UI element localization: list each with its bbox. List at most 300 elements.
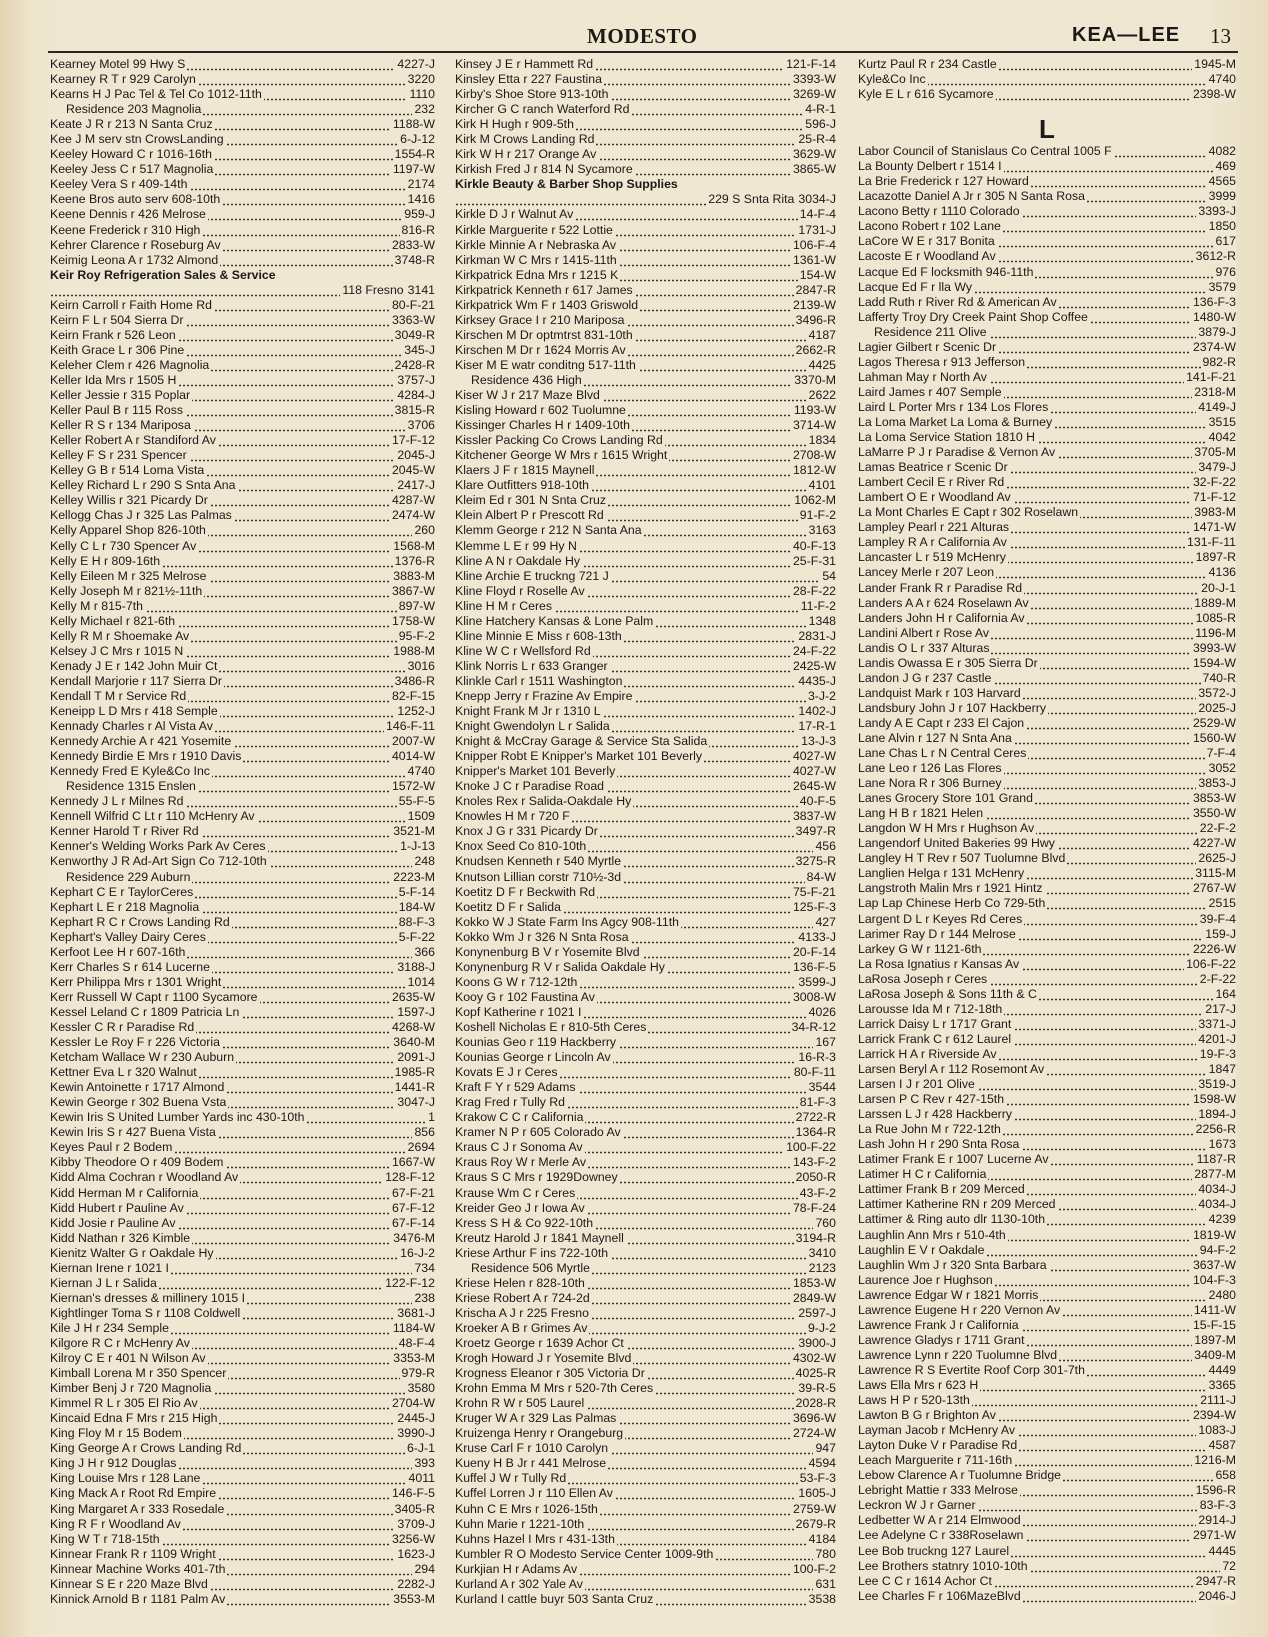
directory-entry [858,565,1236,580]
directory-entry [455,1035,836,1050]
entry-phone: 3983-M [1194,505,1236,520]
entry-phone: 5-F-14 [398,884,435,899]
directory-entry [455,1456,836,1471]
entry-name: Kinsey J E r Hammett Rd [455,57,594,71]
entry-phone: 3256-W [391,1531,435,1546]
directory-entry [858,1348,1236,1363]
entry-name: Kreutz Harold J r 1841 Maynell [455,1230,624,1245]
entry-name: LaRosa Joseph & Sons 11th & C [858,986,1037,1001]
entry-phone: 2394-W [1192,1408,1236,1423]
entry-phone: 2662-R [795,342,836,357]
directory-entry [50,854,435,869]
entry-phone: 3705-M [1194,445,1236,460]
entry-phone: 1187-R [1196,1152,1236,1167]
directory-entry [858,520,1236,535]
entry-name: Kisling Howard r 602 Tuolumne [455,403,626,418]
directory-entry [50,1095,435,1110]
directory-entry [50,1547,435,1562]
entry-phone: 1402-J [798,704,836,719]
directory-entry [858,87,1236,102]
directory-entry [455,1170,836,1185]
directory-entry [858,942,1236,957]
entry-name: Kewin Antoinette r 1717 Almond [50,1080,225,1095]
entry-name: Lander Frank R r Paradise Rd [858,580,1023,595]
entry-phone: 1596-R [1195,1483,1236,1498]
directory-entry [858,1032,1236,1047]
directory-entry [858,1528,1236,1543]
entry-name: Langendorf United Bakeries 99 Hwy [858,836,1055,851]
directory-entry [50,749,435,764]
entry-name: Lee Bob truckng 127 Laurel [858,1543,1010,1558]
entry-name: Lancey Merle r 207 Leon [858,565,995,580]
entry-phone: 3612-R [1195,249,1236,264]
entry-name: La Brie Frederick r 127 Howard [858,174,1029,189]
directory-entry [50,1306,435,1321]
directory-entry [858,1047,1236,1062]
entry-phone: 3990-J [397,1426,435,1441]
directory-entry [455,629,836,644]
directory-entry [50,839,435,854]
entry-name: Langley H T Rev r 507 Tuolumne Blvd [858,851,1066,866]
entry-name: Krakow C C r California [455,1110,584,1125]
entry-phone: 40-F-13 [792,538,836,553]
directory-entry [455,1577,836,1592]
entry-name: Knowles H M r 720 F [455,809,570,824]
entry-phone: 979-R [401,1366,435,1381]
directory-entry [858,249,1236,264]
entry-phone: 3365 [1208,1377,1236,1392]
directory-entry [858,204,1236,219]
directory-entry [858,1393,1236,1408]
entry-name: Kelly C L r 730 Spencer Av [50,538,197,553]
entry-name: Kissler Packing Co Crows Landing Rd [455,433,663,448]
entry-name: Lambert Cecil E r River Rd [858,475,1005,490]
entry-name: Krause Wm C r Ceres [455,1185,576,1200]
entry-name: Lattimer & Ring auto dlr 1130-10th [858,1212,1046,1227]
entry-name: King Louise Mrs r 128 Lane [50,1471,201,1486]
entry-phone: 91-F-2 [799,508,836,523]
entry-phone: 2704-W [391,1396,435,1411]
directory-entry [50,268,435,283]
directory-entry [50,57,435,72]
listing-column-3-k-entries [858,57,1236,102]
directory-entry [455,418,836,433]
entry-name: Lang H B r 1821 Helen [858,806,984,821]
entry-phone: 3049-R [394,327,435,342]
directory-entry [455,1471,836,1486]
directory-entry [50,704,435,719]
directory-entry [858,806,1236,821]
entry-phone: 4425 [808,357,836,372]
entry-phone: 1568-M [393,538,435,553]
section-spacer [858,102,1236,114]
directory-entry [858,851,1236,866]
entry-phone: 1897-M [1194,1332,1236,1347]
directory-entry [50,1035,435,1050]
entry-name: Kirschen M Dr optmtrst 831-10th [455,327,633,342]
entry-phone: 121-F-14 [786,57,836,71]
directory-entry [858,144,1236,159]
directory-entry [50,1426,435,1441]
entry-phone: 2226-W [1192,941,1236,956]
page-number: 13 [1210,24,1231,48]
entry-name: Kessler C R r Paradise Rd [50,1020,195,1034]
directory-entry [50,1532,435,1547]
directory-entry [455,870,836,885]
entry-name: Lagier Gilbert r Scenic Dr [858,339,997,354]
entry-phone: 3681-J [397,1305,435,1320]
entry-name: Larsen P C Rev r 427-15th [858,1092,1005,1107]
entry-phone: 3757-J [397,372,435,387]
entry-phone: 2847-R [795,282,836,297]
entry-phone: 164 [1215,986,1236,1001]
entry-name: Koetitz D F r Salida [455,899,561,914]
listing-column-2 [455,57,836,1607]
directory-entry [455,1155,836,1170]
entry-phone: 1560-W [1192,730,1236,745]
directory-entry [858,1544,1236,1559]
entry-name: Kruger W A r 329 Las Palmas [455,1411,617,1426]
directory-entry [50,1471,435,1486]
entry-phone: 32-F-22 [1192,475,1236,490]
entry-phone: 3993-W [1192,640,1236,655]
entry-phone: 3353-M [393,1351,435,1366]
directory-entry [50,1005,435,1020]
entry-name: Kitchener George W Mrs r 1615 Wright [455,448,668,463]
alphabetical-range: KEA—LEE [1072,24,1181,46]
directory-entry [858,836,1236,851]
entry-name: Residence 1315 Enslen [50,779,198,794]
directory-entry [455,1216,836,1231]
directory-entry [858,866,1236,881]
entry-phone: 9-J-2 [807,1320,836,1335]
entry-name: Residence 506 Myrtle [455,1261,592,1276]
entry-phone: 217-J [1205,1001,1236,1016]
directory-entry [455,1005,836,1020]
directory-entry [50,1441,435,1456]
entry-name: Lacoste E r Woodland Av [858,249,996,264]
entry-name: Kurland I cattle buyr 503 Santa Cruz [455,1591,654,1606]
entry-phone: 2724-W [792,1426,836,1441]
entry-name: Langdon W H Mrs r Hughson Av [858,821,1035,836]
directory-entry [50,960,435,975]
entry-name: Residence 203 Magnolia [50,102,203,117]
entry-phone: 25-R-4 [798,132,836,147]
entry-phone: 2028-R [795,1396,836,1411]
entry-name: Kerr Charles S r 614 Lucerne [50,959,210,974]
directory-entry [858,987,1236,1002]
directory-entry [50,1186,435,1201]
entry-name: Keith Grace L r 306 Pine [50,342,185,357]
directory-entry [455,1246,836,1261]
entry-phone: 4565 [1208,174,1236,189]
entry-name: Kirk M Crows Landing Rd [455,132,595,147]
directory-entry [455,854,836,869]
entry-name: Lee Brothers statnry 1010-10th [858,1558,1028,1573]
entry-name: Kenworthy J R Ad-Art Sign Co 712-10th [50,854,267,869]
entry-phone: 4449 [1208,1362,1236,1377]
directory-entry [50,1246,435,1261]
directory-entry [50,478,435,493]
entry-name: Kephart L E r 218 Magnolia [50,899,200,914]
entry-phone: 1348 [808,613,836,628]
entry-phone: 83-F-3 [1199,1498,1236,1513]
entry-phone: 3479-J [1198,460,1236,475]
directory-entry [455,960,836,975]
entry-phone: 3047-J [397,1095,435,1110]
entry-name: Keller Ida Mrs r 1505 H [50,372,177,387]
directory-entry [50,1592,435,1607]
directory-entry [858,535,1236,550]
directory-entry [455,1547,836,1562]
entry-phone: 72 [1222,1558,1236,1573]
entry-name: Kelly Michael r 821-6th [50,613,176,628]
entry-name: Kelley Richard L r 290 S Snta Ana [50,478,236,493]
entry-name: Lawton B G r Brighton Av [858,1408,996,1423]
entry-phone: 106-F-22 [1186,956,1236,971]
directory-entry [858,400,1236,415]
entry-name: Kuffel J W r Tully Rd [455,1471,567,1486]
directory-entry [455,554,836,569]
directory-entry [858,761,1236,776]
directory-entry [858,1453,1236,1468]
directory-entry [858,1468,1236,1483]
entry-phone: 4025-R [795,1366,836,1381]
entry-name: Kriese Arthur F ins 722-10th [455,1245,609,1260]
entry-name: Kenner's Welding Works Park Av Ceres [50,839,266,854]
entry-name: Labor Council of Stanislaus Co Central 1005 F [858,144,1112,159]
entry-phone: 75-F-21 [792,884,836,899]
entry-phone: 125-F-3 [792,899,836,914]
entry-name: Largent D L r Keyes Rd Ceres [858,911,1023,926]
entry-name: La Loma Market La Loma & Burney [858,414,1053,429]
entry-name: Lawrence Frank J r California [858,1317,1019,1332]
entry-phone: 3748-R [394,252,435,267]
entry-phone: 2694 [407,1140,435,1155]
entry-name: Keirn F L r 504 Sierra Dr [50,312,184,327]
entry-name: Kirkle D J r Walnut Av [455,207,574,222]
entry-phone: 1062-M [794,493,836,508]
entry-name: Kettner Eva L r 320 Walnut [50,1065,197,1080]
directory-entry [455,839,836,854]
entry-name: Kumbler R O Modesto Service Center 1009-9th [455,1546,714,1561]
directory-entry [50,1321,435,1336]
entry-phone: 4201-J [1198,1031,1236,1046]
entry-phone: 4034-J [1198,1182,1236,1197]
entry-phone: 3538 [808,1591,836,1606]
entry-phone: 2123 [808,1260,836,1275]
entry-name: Kurland A r 302 Yale Av [455,1576,583,1591]
entry-name: Landers John H r California Av [858,610,1025,625]
directory-entry [50,1486,435,1501]
entry-name: Lane Nora R r 306 Burney [858,776,1002,791]
entry-phone: 947 [815,1441,836,1456]
directory-entry [50,328,435,343]
entry-name: Keirn Carroll r Faith Home Rd [50,297,212,312]
entry-name: Kennedy Fred E Kyle&Co Inc [50,764,210,779]
entry-name: Laurence Joe r Hughson [858,1272,993,1287]
directory-entry [858,280,1236,295]
entry-phone: 3141 [407,282,435,297]
entry-phone: 1188-W [392,117,435,132]
directory-entry [455,734,836,749]
entry-phone: 3370-M [794,372,836,387]
directory-entry [858,1122,1236,1137]
directory-entry [455,147,836,162]
entry-phone: 1-J-13 [400,839,435,854]
entry-name: Kennady Charles r Al Vista Av [50,719,213,734]
directory-entry [50,313,435,328]
entry-name: Kline Hatchery Kansas & Lone Palm [455,613,654,628]
directory-entry [50,253,435,268]
entry-phone: 1850 [1208,219,1236,234]
directory-entry [455,253,836,268]
directory-entry [858,550,1236,565]
directory-entry [455,373,836,388]
entry-phone: 94-F-2 [1199,1242,1236,1257]
directory-entry [455,764,836,779]
directory-entry [858,1378,1236,1393]
entry-name: Kinnick Arnold B r 1181 Palm Av [50,1591,226,1606]
directory-entry [858,295,1236,310]
entry-phone: 2474-W [391,508,435,523]
entry-name: Kuhns Hazel I Mrs r 431-13th [455,1531,615,1546]
page-header [0,24,1268,54]
entry-phone: 4026 [808,1004,836,1019]
entry-phone: 20-F-14 [792,944,836,959]
directory-entry [50,990,435,1005]
directory-entry [858,445,1236,460]
entry-name: King Mack A r Root Rd Empire [50,1486,217,1501]
directory-entry [50,102,435,117]
entry-name: Kelley Willis r 321 Picardy Dr [50,493,208,508]
entry-name: Kuhn C E Mrs r 1026-15th [455,1501,598,1516]
directory-entry [455,463,836,478]
entry-phone: 4149-J [1198,399,1236,414]
entry-name: Kendall T M r Service Rd [50,688,187,703]
directory-entry [50,223,435,238]
entry-phone: 345-J [404,342,435,357]
entry-name: Keller Jessie r 315 Poplar [50,388,191,403]
directory-entry [455,975,836,990]
listing-column-3 [858,57,1236,1604]
entry-phone: 39-R-5 [798,1381,836,1396]
directory-entry [50,358,435,373]
entry-name: Lee Adelyne C r 338Roselawn [858,1528,1024,1543]
directory-entry [455,1110,836,1125]
directory-entry [50,207,435,222]
entry-name: Kinnear Frank R r 1109 Wright [50,1546,216,1561]
entry-phone: 15-F-15 [1192,1317,1236,1332]
directory-entry [455,1517,836,1532]
directory-entry [50,870,435,885]
entry-name: Krogness Eleanor r 305 Victoria Dr [455,1366,645,1381]
entry-phone: 146-F-5 [391,1486,435,1501]
entry-phone: 4268-W [391,1020,435,1034]
directory-entry [50,824,435,839]
entry-phone: 2635-W [391,989,435,1004]
entry-name: Kueny H B Jr r 441 Melrose [455,1456,607,1471]
entry-name: Knox J G r 331 Picardy Dr [455,824,598,839]
entry-name: Kirkle Minnie A r Nebraska Av [455,237,617,252]
directory-entry [50,945,435,960]
entry-phone: 1594-W [1192,655,1236,670]
entry-phone: 294 [414,1561,435,1576]
entry-phone: 856 [414,1125,435,1140]
entry-name: La Rue John M r 722-12th [858,1122,1001,1137]
directory-entry [50,689,435,704]
entry-name: Ketcham Wallace W r 230 Auburn [50,1050,235,1065]
directory-entry [50,403,435,418]
entry-name: Krogh Howard J r Yosemite Blvd [455,1351,632,1366]
entry-name: Keneipp L D Mrs r 418 Semple [50,704,218,719]
entry-phone: 1509 [407,809,435,824]
entry-name: Lahman May r North Av [858,369,987,384]
directory-entry [858,1092,1236,1107]
directory-entry [858,896,1236,911]
directory-entry [455,1140,836,1155]
entry-phone: 136-F-5 [792,959,836,974]
entry-name: Kidd Herman M r California [50,1185,199,1200]
entry-phone: 1110 [409,87,435,102]
entry-phone: 78-F-24 [792,1200,836,1215]
entry-phone: 3410 [808,1245,836,1260]
entry-phone: 1985-R [394,1065,435,1080]
directory-entry [50,117,435,132]
entry-phone: 84-W [806,869,836,884]
entry-phone: 2645-W [792,779,836,794]
directory-entry [858,460,1236,475]
entry-name: Landis Owassa E r 305 Sierra Dr [858,655,1038,670]
entry-phone: 1597-J [397,1004,435,1019]
entry-name: Kennedy J L r Milnes Rd [50,794,184,809]
entry-name: Kiernan's dresses & millinery 1015 I [50,1290,246,1305]
entry-phone: 136-F-3 [1192,294,1236,309]
directory-entry [455,1381,836,1396]
entry-phone: 2007-W [391,734,435,749]
directory-entry [455,313,836,328]
entry-phone: 55-F-5 [398,794,435,809]
entry-name: Kirkman W C Mrs r 1415-11th [455,252,617,267]
directory-entry [50,1125,435,1140]
entry-phone: 3579 [1208,279,1236,294]
entry-phone: 3497-R [795,824,836,839]
entry-name: Kerr Philippa Mrs r 1301 Wright [50,974,222,989]
entry-name: Knoke J C r Paradise Road [455,779,605,794]
entry-name: Kinnear S E r 220 Maze Blvd [50,1576,208,1591]
entry-phone: 95-F-2 [398,628,435,643]
entry-phone: 4034-J [1198,1197,1236,1212]
directory-entry [858,1589,1236,1604]
entry-name: Keeley Jess C r 517 Magnolia [50,162,214,177]
directory-entry [455,1336,836,1351]
entry-phone: 2947-R [1195,1573,1236,1588]
entry-name: Residence 229 Auburn [50,870,192,885]
entry-phone: 2223-M [393,869,435,884]
entry-phone: 617 [1215,234,1236,249]
entry-name: Kiernan Irene r 1021 I [50,1260,169,1275]
entry-name: Lawrence Eugene H r 220 Vernon Av [858,1302,1061,1317]
entry-phone: 2625-J [1198,851,1236,866]
entry-phone: 3900-J [798,1335,836,1350]
entry-phone: 2174 [407,177,435,192]
entry-phone: 159-J [1205,926,1236,941]
entry-name: Kraus C J r Sonoma Av [455,1140,583,1155]
entry-name: Kearns H J Pac Tel & Tel Co 1012-11th [50,87,262,102]
entry-phone: 14-F-4 [799,207,836,222]
directory-entry [858,731,1236,746]
directory-entry [858,1438,1236,1453]
